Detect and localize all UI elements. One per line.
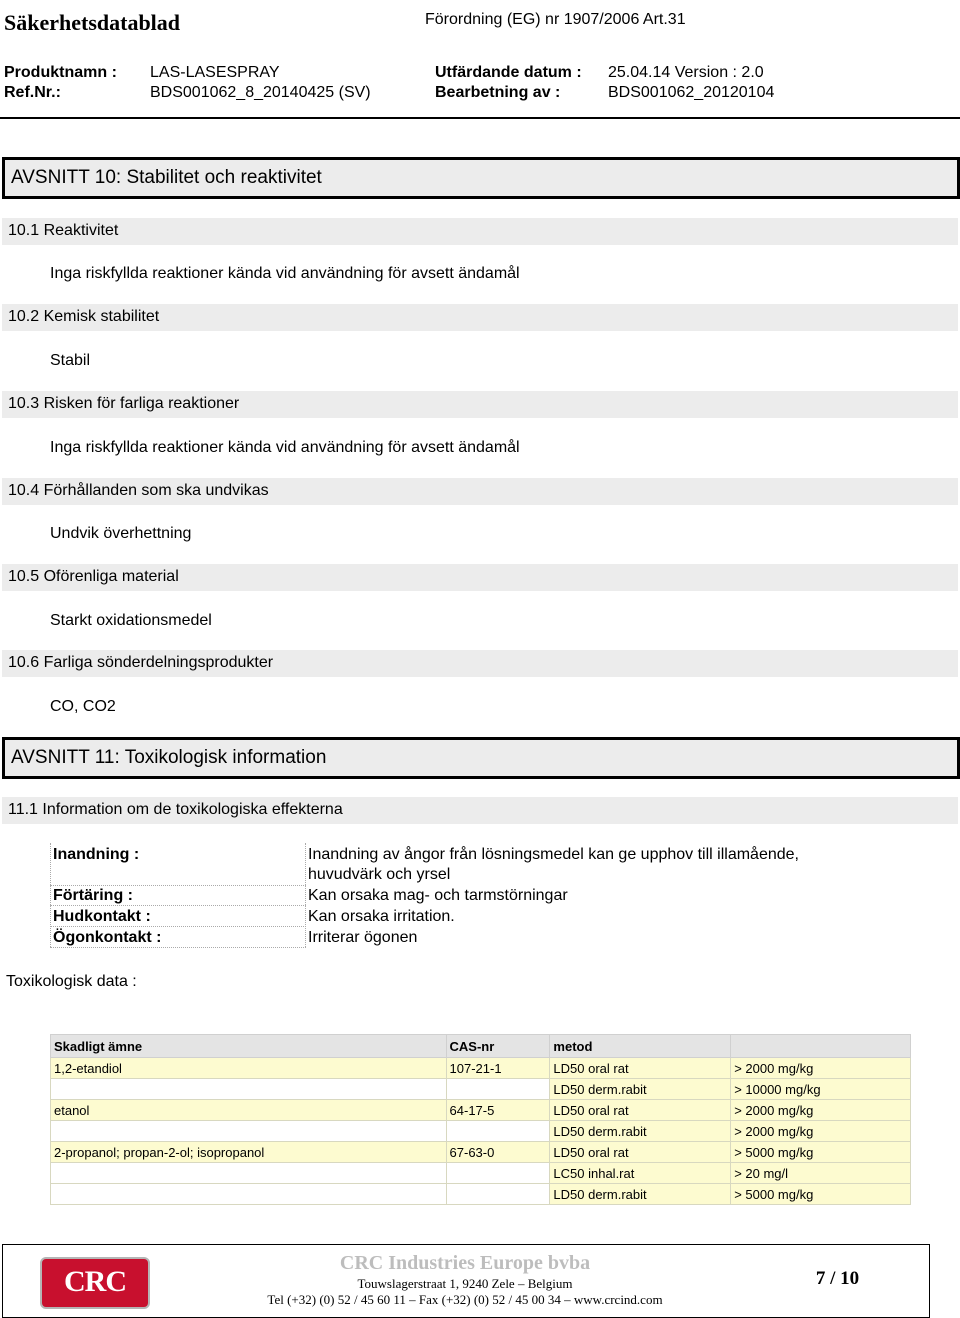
effects-left-rule [50, 843, 52, 947]
table-row [51, 1058, 911, 1079]
table-row [51, 1184, 911, 1205]
skin-contact-value: Kan orsaka irritation. [308, 908, 455, 925]
product-name-label: Produktnamn : [4, 64, 117, 81]
cell-substance [51, 1079, 447, 1100]
effects-mid-rule [305, 843, 307, 947]
subsection-10-6-heading: 10.6 Farliga sönderdelningsprodukter [2, 650, 958, 677]
subsection-10-2-text: Stabil [50, 352, 91, 369]
crc-logo: CRC [40, 1257, 150, 1309]
cell-substance [51, 1184, 447, 1205]
cell-value: > 2000 mg/kg [731, 1058, 911, 1079]
column-header-method: metod [550, 1035, 731, 1058]
cell-cas: 107-21-1 [446, 1058, 550, 1079]
ref-number-value: BDS001062_8_20140425 (SV) [150, 84, 371, 101]
company-address: Touwslagerstraat 1, 9240 Zele – Belgium [357, 1276, 573, 1291]
subsection-10-5-text: Starkt oxidationsmedel [50, 612, 212, 629]
table-header-row [51, 1035, 911, 1058]
cell-value: > 5000 mg/kg [731, 1184, 911, 1205]
column-header-substance: Skadligt ämne [51, 1035, 447, 1058]
subsection-10-4-heading: 10.4 Förhållanden som ska undvikas [2, 478, 958, 505]
tox-data-label: Toxikologisk data : [6, 973, 137, 990]
ingestion-label: Förtäring : [53, 887, 133, 904]
cell-method: LD50 oral rat [550, 1142, 731, 1163]
ingestion-value: Kan orsaka mag- och tarmstörningar [308, 887, 568, 904]
subsection-10-1-text: Inga riskfyllda reaktioner kända vid användning för avsett ändamål [50, 265, 520, 282]
company-name: CRC Industries Europe bvba [339, 1252, 591, 1274]
inhalation-value-line2: huvudvärk och yrsel [308, 866, 451, 883]
inhalation-label: Inandning : [53, 846, 140, 863]
cell-substance [51, 1121, 447, 1142]
cell-cas [446, 1184, 550, 1205]
subsection-10-1-heading: 10.1 Reaktivitet [2, 218, 958, 245]
cell-cas [446, 1121, 550, 1142]
column-header-value [731, 1035, 911, 1058]
cell-method: LD50 derm.rabit [550, 1079, 731, 1100]
cell-method: LD50 oral rat [550, 1058, 731, 1079]
inhalation-value-line1: Inandning av ångor från lösningsmedel kan ge upphov till illamående, [308, 846, 799, 863]
cell-value: > 10000 mg/kg [731, 1079, 911, 1100]
cell-value: > 2000 mg/kg [731, 1100, 911, 1121]
issue-date-value: 25.04.14 Version : 2.0 [608, 64, 764, 81]
page-number: 7 / 10 [815, 1268, 860, 1289]
table-row [51, 1163, 911, 1184]
toxicology-table [50, 1034, 911, 1205]
company-contact: Tel (+32) (0) 52 / 45 60 11 – Fax (+32) (0) 52 / 45 00 34 – www.crcind.com [267, 1292, 663, 1307]
table-row [51, 1079, 911, 1100]
cell-substance: etanol [51, 1100, 447, 1121]
regulation-reference: Förordning (EG) nr 1907/2006 Art.31 [425, 11, 686, 28]
subsection-10-3-heading: 10.3 Risken för farliga reaktioner [2, 391, 958, 418]
subsection-11-1-heading: 11.1 Information om de toxikologiska effekterna [2, 797, 958, 824]
cell-substance [51, 1163, 447, 1184]
eye-contact-label: Ögonkontakt : [53, 929, 162, 946]
table-row [51, 1100, 911, 1121]
effects-row-rule [50, 926, 306, 927]
cell-method: LC50 inhal.rat [550, 1163, 731, 1184]
subsection-10-6-text: CO, CO2 [50, 698, 116, 715]
cell-value: > 2000 mg/kg [731, 1121, 911, 1142]
subsection-10-2-heading: 10.2 Kemisk stabilitet [2, 304, 958, 331]
cell-value: > 20 mg/l [731, 1163, 911, 1184]
cell-substance: 1,2-etandiol [51, 1058, 447, 1079]
section-10-heading: AVSNITT 10: Stabilitet och reaktivitet [2, 157, 960, 199]
product-name-value: LAS-LASESPRAY [150, 64, 280, 81]
effects-row-rule [50, 885, 306, 886]
edited-by-value: BDS001062_20120104 [608, 84, 775, 101]
cell-cas: 67-63-0 [446, 1142, 550, 1163]
eye-contact-value: Irriterar ögonen [308, 929, 418, 946]
column-header-cas: CAS-nr [446, 1035, 550, 1058]
issue-date-label: Utfärdande datum : [435, 64, 582, 81]
header-divider [0, 117, 960, 119]
ref-number-label: Ref.Nr.: [4, 84, 61, 101]
skin-contact-label: Hudkontakt : [53, 908, 151, 925]
cell-method: LD50 derm.rabit [550, 1184, 731, 1205]
edited-by-label: Bearbetning av : [435, 84, 561, 101]
table-row [51, 1121, 911, 1142]
section-11-heading: AVSNITT 11: Toxikologisk information [2, 737, 960, 779]
cell-cas [446, 1163, 550, 1184]
subsection-10-4-text: Undvik överhettning [50, 525, 192, 542]
cell-method: LD50 derm.rabit [550, 1121, 731, 1142]
cell-method: LD50 oral rat [550, 1100, 731, 1121]
document-title: Säkerhetsdatablad [4, 10, 181, 35]
effects-row-rule [50, 947, 306, 948]
cell-value: > 5000 mg/kg [731, 1142, 911, 1163]
subsection-10-3-text: Inga riskfyllda reaktioner kända vid användning för avsett ändamål [50, 439, 520, 456]
subsection-10-5-heading: 10.5 Oförenliga material [2, 564, 958, 591]
cell-cas: 64-17-5 [446, 1100, 550, 1121]
table-row [51, 1142, 911, 1163]
cell-cas [446, 1079, 550, 1100]
cell-substance: 2-propanol; propan-2-ol; isopropanol [51, 1142, 447, 1163]
effects-row-rule [50, 905, 306, 906]
